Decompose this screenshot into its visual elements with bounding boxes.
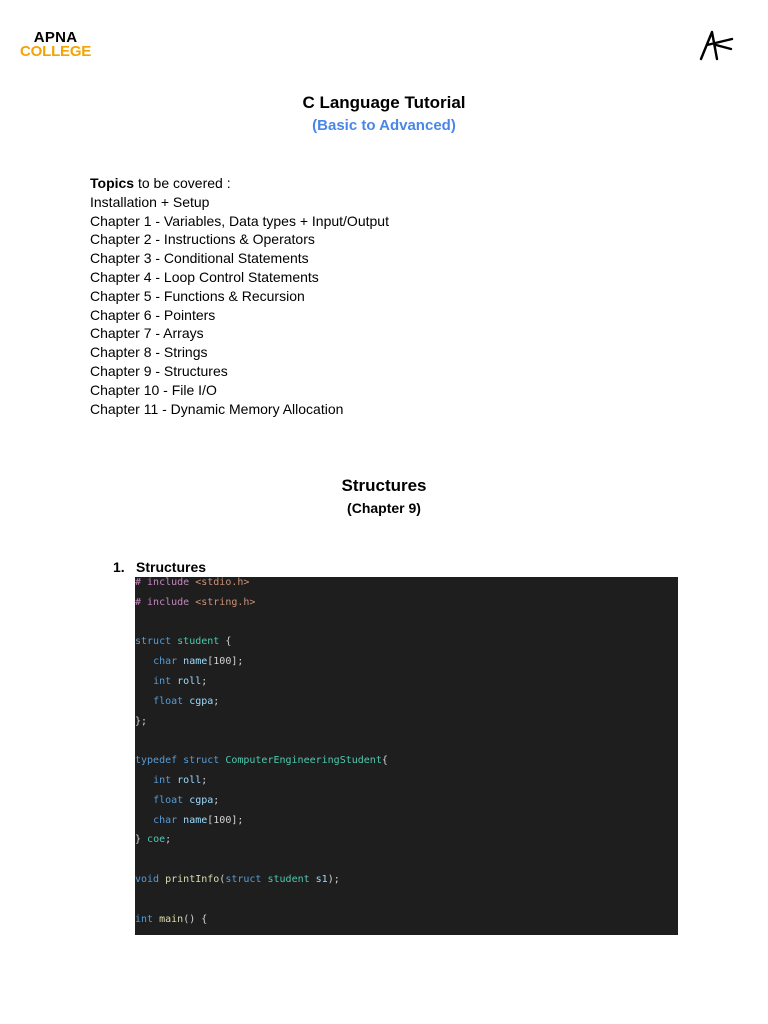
code-token: <stdio.h> (195, 577, 250, 588)
code-token: float (153, 794, 190, 806)
topic-item: Chapter 2 - Instructions & Operators (90, 231, 315, 248)
code-token: char (153, 814, 184, 826)
code-token: cgpa (189, 695, 214, 707)
code-token: s1 (315, 874, 328, 885)
topic-item: Chapter 9 - Structures (90, 362, 228, 379)
topic-item: Chapter 8 - Strings (90, 344, 208, 361)
code-token (135, 775, 153, 786)
code-token: name (183, 814, 208, 826)
topic-item: Chapter 11 - Dynamic Memory Allocation (90, 400, 344, 417)
list-item-label: Structures (136, 559, 207, 575)
section-subtitle: (Chapter 9) (347, 500, 421, 516)
code-token (135, 656, 153, 667)
topic-item: Chapter 5 - Functions & Recursion (90, 287, 305, 304)
code-line (135, 714, 147, 730)
code-token: # include (135, 577, 196, 588)
code-token: int (153, 676, 178, 687)
code-token: ; (201, 775, 208, 786)
code-token: ; (213, 794, 220, 806)
code-token: ); (327, 874, 340, 885)
code-token: # include (135, 596, 196, 608)
topics-heading (90, 174, 389, 193)
code-line (135, 595, 255, 611)
code-token (135, 795, 153, 806)
code-line (135, 674, 207, 690)
topics-list (90, 174, 389, 418)
code-token: [100]; (207, 656, 244, 668)
code-token: printInfo (165, 874, 220, 885)
code-token: }; (135, 715, 148, 727)
code-token: void (135, 874, 166, 885)
code-block (135, 577, 678, 935)
topic-item: Chapter 4 - Loop Control Statements (90, 268, 319, 285)
code-line (135, 694, 219, 710)
logo-line-1: APNA (33, 29, 78, 46)
code-token: [100]; (207, 814, 244, 826)
code-token: main (159, 913, 184, 925)
code-token: struct (135, 636, 178, 648)
topic-item: Chapter 6 - Pointers (90, 306, 216, 323)
brand-mark-icon (698, 28, 734, 62)
code-token (135, 815, 153, 826)
code-line (135, 753, 388, 769)
topics-heading-rest: to be covered : (134, 175, 231, 191)
section-title: Structures (341, 476, 427, 495)
code-line (135, 793, 219, 809)
code-token: char (153, 656, 184, 668)
code-line (135, 912, 207, 928)
code-token: () { (183, 913, 208, 925)
code-token: ; (213, 695, 220, 707)
code-line (135, 872, 340, 888)
code-token: roll (177, 676, 202, 687)
list-item-number: 1. (113, 559, 125, 575)
code-line (135, 813, 243, 829)
topics-heading-bold: Topics (90, 175, 135, 191)
code-token: name (183, 656, 208, 668)
code-token: { (225, 636, 232, 648)
code-token (135, 676, 153, 687)
code-token: cgpa (189, 794, 214, 806)
page-subtitle: (Basic to Advanced) (312, 117, 456, 134)
topic-item: Chapter 1 - Variables, Data types + Input/Output (90, 212, 389, 229)
topic-item: Installation + Setup (90, 193, 210, 210)
topic-item: Chapter 3 - Conditional Statements (90, 250, 309, 267)
code-token: typedef struct (135, 755, 226, 767)
code-token: student (267, 874, 316, 885)
code-line (135, 832, 171, 848)
code-token: } (135, 834, 148, 846)
code-token: ; (201, 676, 208, 687)
code-token (135, 696, 153, 707)
code-token: ( (219, 874, 226, 885)
code-line (135, 634, 231, 650)
code-token: struct (225, 874, 268, 885)
code-token: { (381, 755, 388, 767)
apna-college-logo (20, 30, 91, 59)
code-token: roll (177, 775, 202, 786)
code-token: ; (165, 834, 172, 846)
code-line (135, 577, 249, 591)
code-token: student (177, 636, 226, 648)
page-title: C Language Tutorial (302, 93, 466, 112)
topic-item: Chapter 10 - File I/O (90, 381, 217, 398)
topic-item: Chapter 7 - Arrays (90, 325, 204, 342)
code-token: ComputerEngineeringStudent (225, 755, 382, 767)
code-token: float (153, 695, 190, 707)
code-line (135, 773, 207, 789)
numbered-list-item (113, 559, 206, 575)
code-token: int (135, 913, 160, 925)
code-token: <string.h> (195, 596, 256, 608)
code-line (135, 654, 243, 670)
logo-line-2: COLLEGE (20, 43, 92, 60)
code-token: coe (147, 834, 166, 846)
code-token: int (153, 775, 178, 786)
